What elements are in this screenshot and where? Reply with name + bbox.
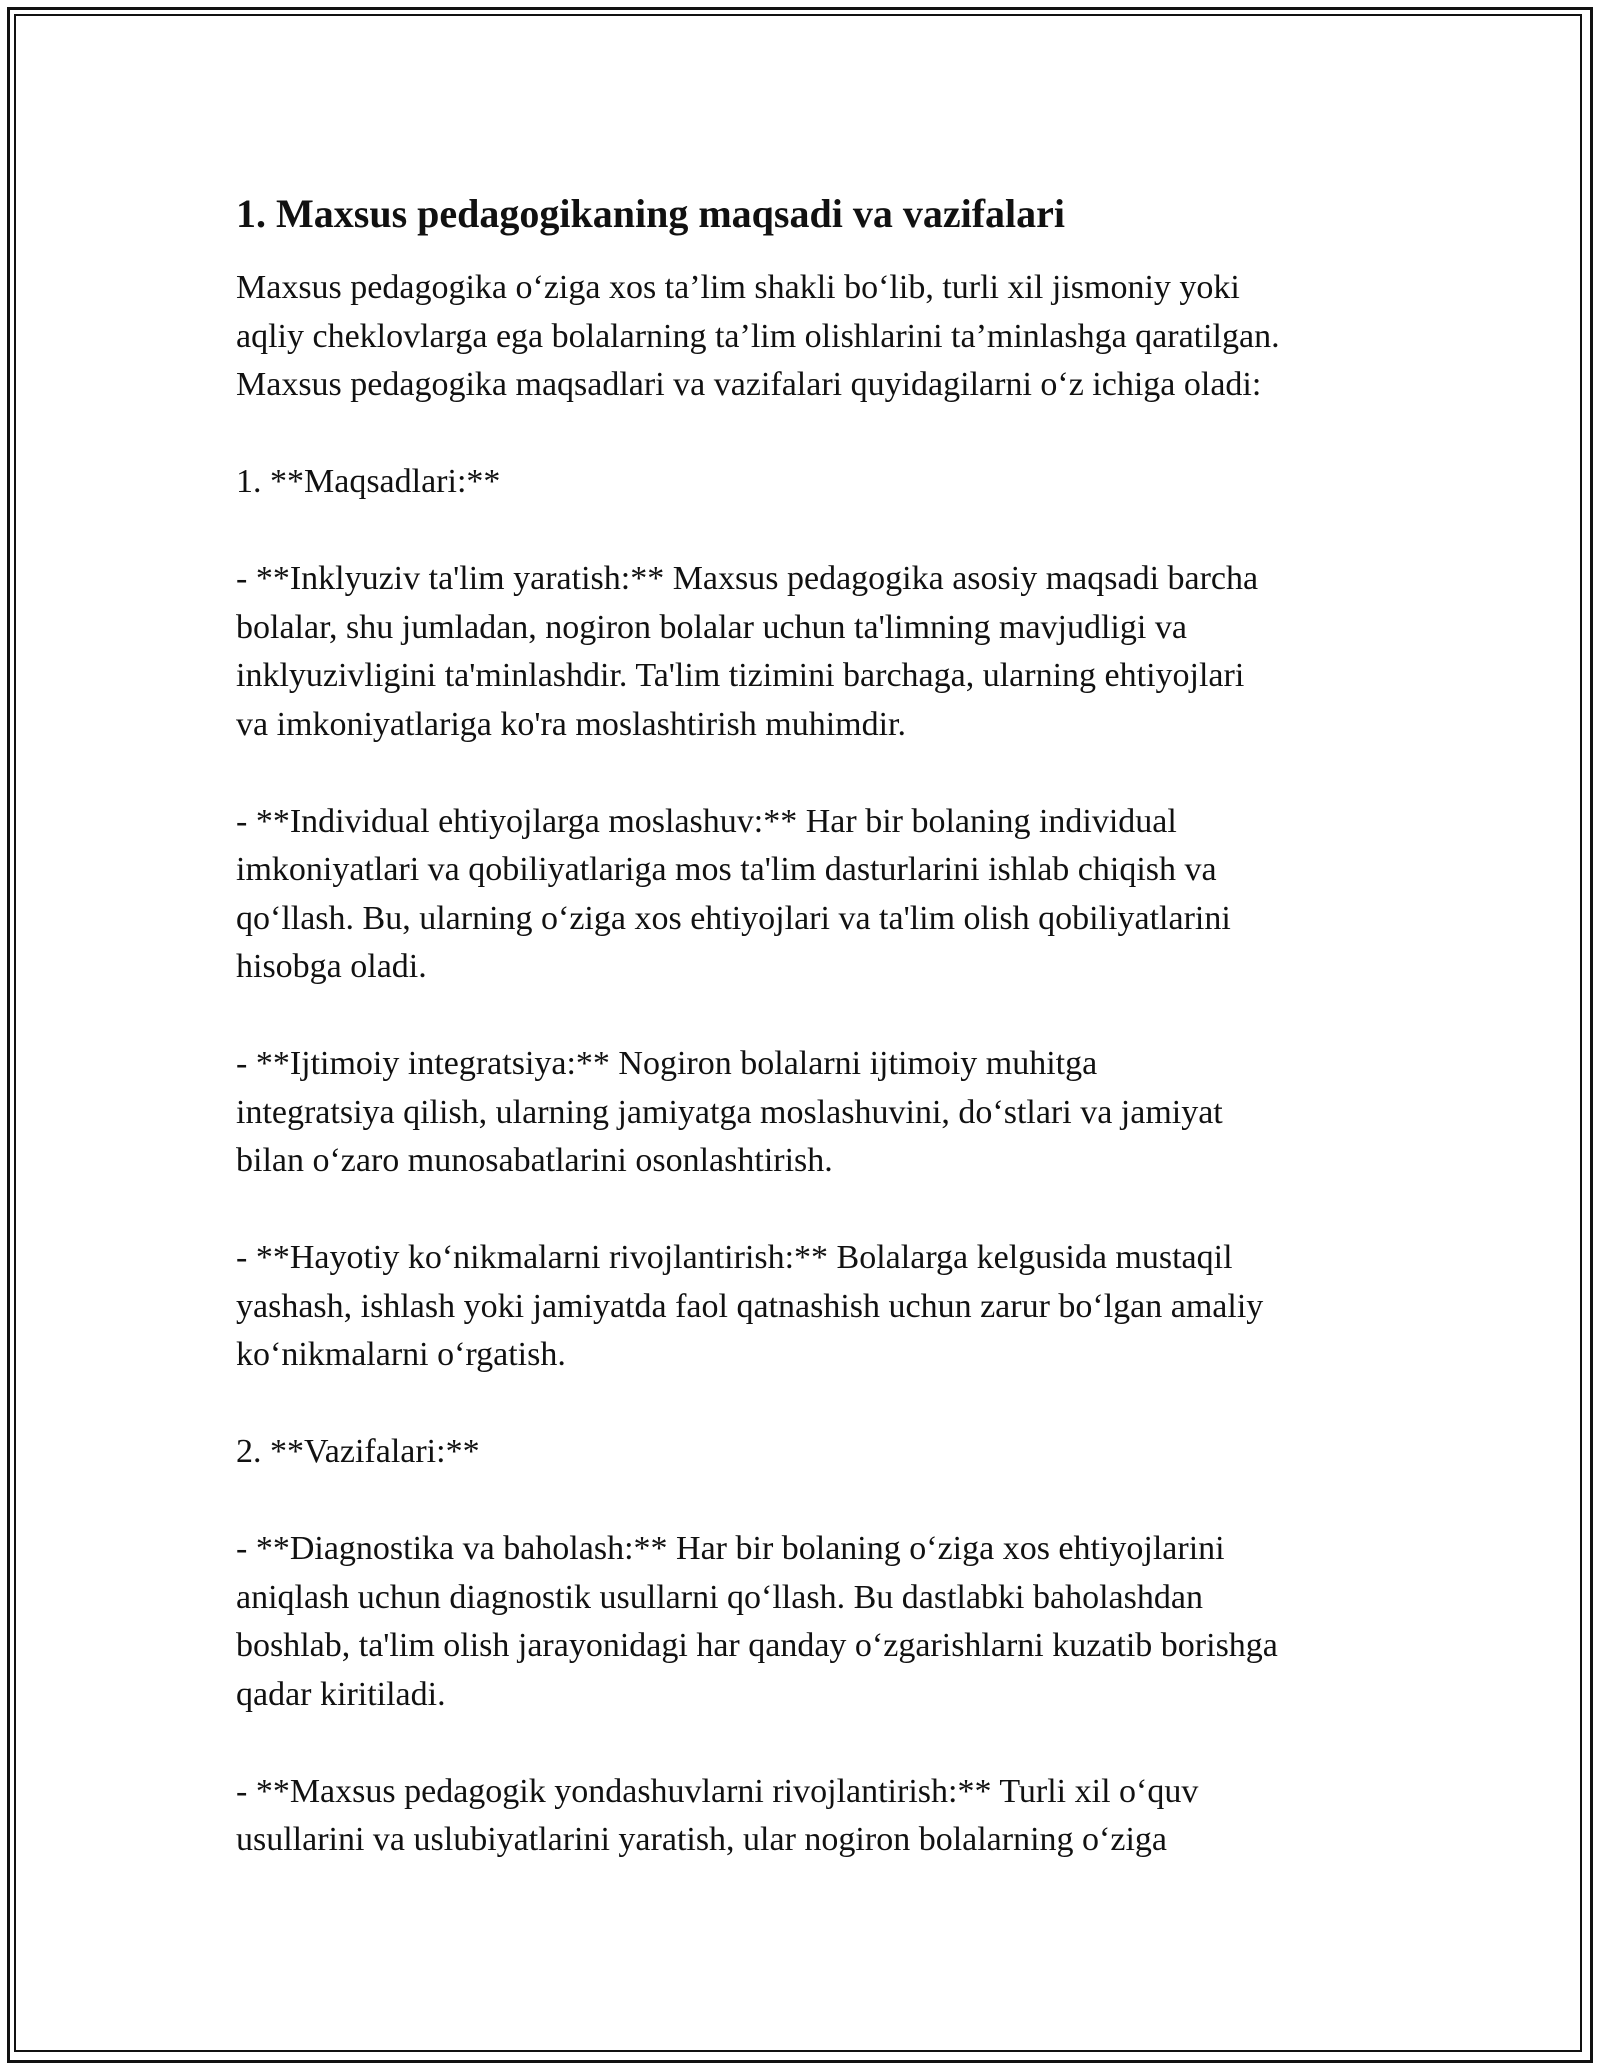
intro-paragraph: Maxsus pedagogika o‘ziga xos ta’lim shakli bo‘lib, turli xil jismoniy yoki aqliy cheklovlarga ega bolalarning ta’lim olishlarini ta’minlashga qaratilgan. Maxsus pedagogika maqsadlari va vazifalari quyidagilarni o‘z ichiga oladi: [236, 269, 1280, 403]
goal-item-inclusive-education: - **Inklyuziv ta'lim yaratish:** Maxsus pedagogika asosiy maqsadi barcha bolalar, shu jumladan, nogiron bolalar uchun ta'limning mavjudligi va inklyuzivligini ta'minlashdir. Ta'lim tizimini barchaga, ularning ehtiyojlari va imkoniyatlariga ko'ra moslashtirish muhimdir. [236, 560, 1259, 743]
goal-item-social-integration: - **Ijtimoiy integratsiya:** Nogiron bolalarni ijtimoiy muhitga integratsiya qilish, ularning jamiyatga moslashuvini, do‘stlari va jamiyat bilan o‘zaro munosabatlarini osonlashtirish. [236, 1045, 1223, 1179]
goal-item-life-skills: - **Hayotiy ko‘nikmalarni rivojlantirish:** Bolalarga kelgusida mustaqil yashash, ishlash yoki jamiyatda faol qatnashish uchun zarur bo‘lgan amaliy ko‘nikmalarni o‘rgatish. [236, 1239, 1264, 1373]
goal-item-individual-needs: - **Individual ehtiyojlarga moslashuv:** Har bir bolaning individual imkoniyatlari va qobiliyatlariga mos ta'lim dasturlarini ishlab chiqish va qo‘llash. Bu, ularning o‘ziga xos ehtiyojlari va ta'lim olish qobiliyatlarini hisobga oladi. [236, 802, 1231, 985]
section-heading: 1. Maxsus pedagogikaning maqsadi va vazifalari [236, 191, 1066, 236]
task-item-diagnostics: - **Diagnostika va baholash:** Har bir bolaning o‘ziga xos ehtiyojlarini aniqlash uchun diagnostik usullarni qo‘llash. Bu dastlabki baholashdan boshlab, ta'lim olish jarayonidagi har qanday o‘zgarishlarni kuzatib borishga qadar kiritiladi. [236, 1530, 1278, 1713]
goals-list-heading: 1. **Maqsadlari:** [236, 463, 501, 500]
tasks-list-heading: 2. **Vazifalari:** [236, 1433, 480, 1470]
document-body [236, 186, 1396, 1913]
task-item-special-approaches: - **Maxsus pedagogik yondashuvlarni rivojlantirish:** Turli xil o‘quv usullarini va uslubiyatlarini yaratish, ular nogiron bolalarning o‘ziga [236, 1772, 1199, 1858]
